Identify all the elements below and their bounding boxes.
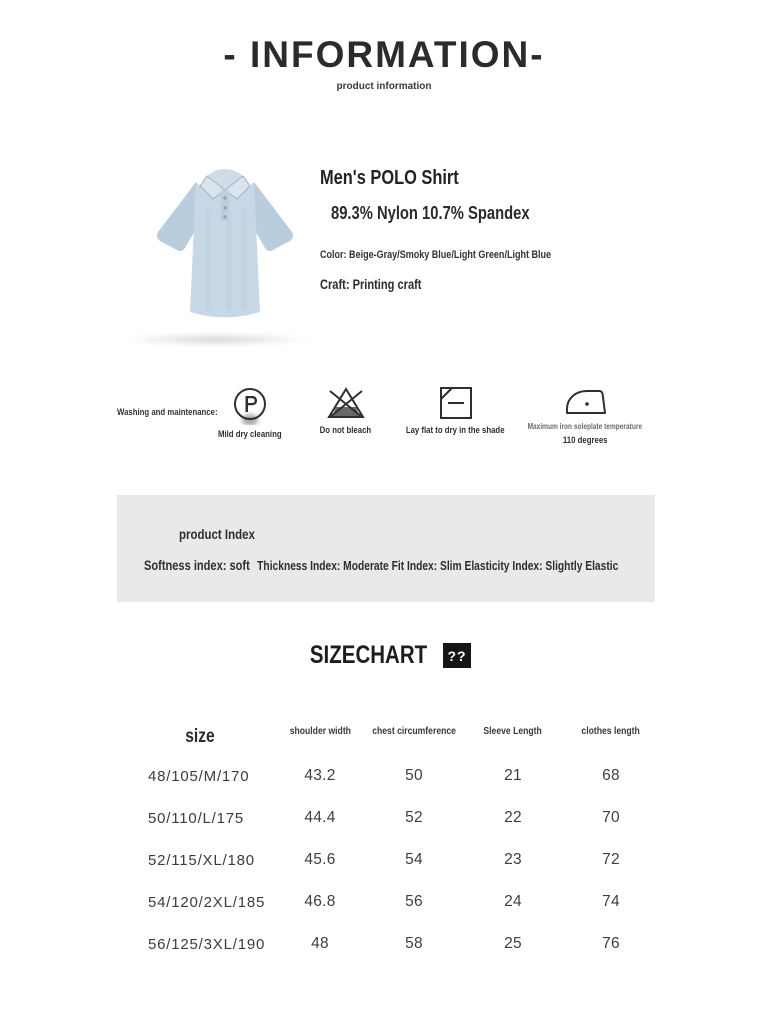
product-image (138, 150, 312, 336)
chest-circumference-value: 54 (405, 851, 423, 868)
product-color-options: Color: Beige-Gray/Smoky Blue/Light Green/Light Blue (320, 249, 552, 261)
missing-glyph-badge: ?? (443, 643, 470, 668)
chest-circumference-value: 58 (405, 935, 423, 952)
size-label: 50/110/L/175 (148, 809, 245, 827)
do-not-bleach-icon (326, 385, 366, 421)
lay-flat-dry-icon (438, 385, 474, 421)
chest-circumference-value: 52 (405, 809, 423, 826)
care-item-dry-cleaning (203, 385, 297, 440)
care-caption-iron-temperature: Maximum iron soleplate temperature (527, 422, 643, 431)
softness-index: Softness index: soft Thickness Index: Moderate Fit Index: Slim Elasticity Index: Slightly Elastic (144, 558, 619, 573)
sleeve-length-value: 23 (504, 851, 522, 868)
polo-shirt-illustration (138, 150, 312, 336)
size-label: 48/105/M/170 (148, 767, 250, 785)
sleeve-length-value: 25 (504, 935, 522, 952)
product-name: Men's POLO Shirt (320, 167, 459, 189)
iron-temperature-icon (562, 385, 608, 417)
care-item-lay-flat-dry (378, 385, 533, 436)
size-chart-title: SIZECHART (310, 641, 428, 669)
product-index-panel (117, 495, 655, 602)
product-index-title: product Index (179, 526, 255, 542)
other-indexes: Thickness Index: Moderate Fit Index: Slim Elasticity Index: Slightly Elastic (257, 559, 619, 573)
care-section-label: Washing and maintenance: (117, 407, 218, 418)
shoulder-width-value: 45.6 (304, 851, 336, 868)
clothes-length-value: 72 (602, 851, 620, 868)
clothes-length-value: 70 (602, 809, 620, 826)
care-item-iron-temperature (512, 385, 658, 446)
column-header-chest-circumference: chest circumference (372, 725, 456, 738)
product-composition: 89.3% Nylon 10.7% Spandex (331, 203, 530, 223)
chest-circumference-value: 56 (405, 893, 423, 910)
sleeve-length-value: 22 (504, 809, 522, 826)
column-header-shoulder-width: shoulder width (289, 725, 351, 738)
product-craft: Craft: Printing craft (320, 277, 422, 292)
care-caption-iron-degrees: 110 degrees (562, 435, 608, 446)
clothes-length-value: 76 (602, 935, 620, 952)
page-subtitle: product information (336, 81, 432, 92)
size-label: 52/115/XL/180 (148, 851, 255, 869)
size-chart-heading (0, 641, 768, 670)
product-details (320, 167, 660, 292)
sleeve-length-value: 21 (504, 767, 522, 784)
clothes-length-value: 68 (602, 767, 620, 784)
care-caption-do-not-bleach: Do not bleach (319, 425, 372, 436)
column-header-size: size (185, 726, 215, 747)
column-header-sleeve-length: Sleeve Length (483, 725, 543, 738)
shoulder-width-value: 46.8 (304, 893, 336, 910)
column-header-clothes-length: clothes length (581, 725, 641, 738)
size-label: 54/120/2XL/185 (148, 893, 266, 911)
shoulder-width-value: 43.2 (304, 767, 336, 784)
care-caption-dry-cleaning: Mild dry cleaning (218, 429, 282, 440)
product-image-shadow (122, 333, 312, 346)
chest-circumference-value: 50 (405, 767, 423, 784)
sleeve-length-value: 24 (504, 893, 522, 910)
clothes-length-value: 74 (602, 893, 620, 910)
dry-cleaning-p-circle-icon (230, 385, 270, 425)
size-label: 56/125/3XL/190 (148, 935, 266, 953)
page-title: - INFORMATION- (223, 34, 545, 75)
care-caption-lay-flat-dry: Lay flat to dry in the shade (406, 425, 505, 436)
shoulder-width-value: 44.4 (304, 809, 336, 826)
shoulder-width-value: 48 (311, 935, 329, 952)
size-chart-table (130, 703, 654, 965)
